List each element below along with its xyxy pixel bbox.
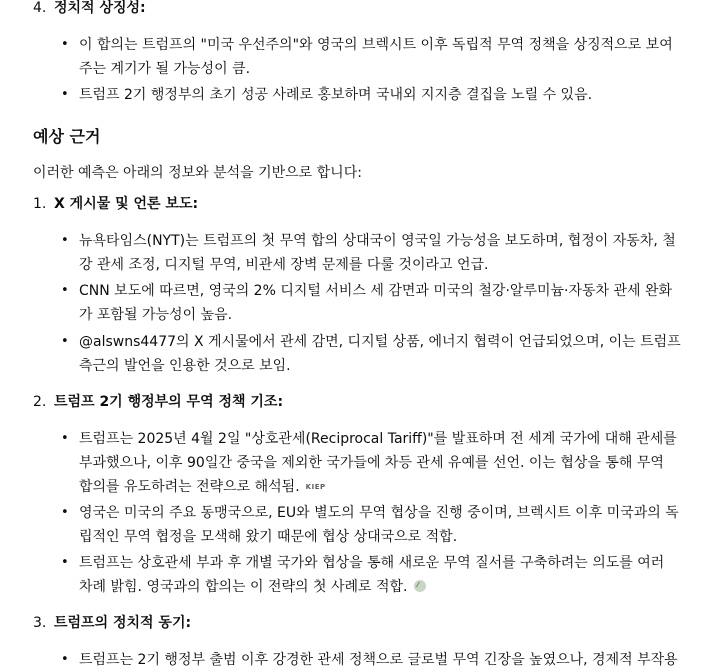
bullet-dot: •	[61, 37, 69, 52]
list-item-title: 트럼프 2기 행정부의 무역 정책 기조:	[54, 394, 284, 410]
list-number: 4.	[33, 0, 47, 16]
list-number: 1.	[33, 196, 47, 212]
bullet-dot: •	[61, 505, 69, 520]
source-citation-badge[interactable]: KIEP	[305, 483, 326, 491]
bullet-dot: •	[61, 555, 69, 570]
list-item: 트럼프는 상호관세 부과 후 개별 국가와 협상을 통해 새로운 무역 질서를 구축하려는 의도를 여러 차례 밝힘. 영국과의 합의는 이 전략의 첫 사례로 적합.	[79, 555, 665, 595]
list-number: 3.	[33, 615, 47, 631]
bullet-dot: •	[61, 87, 69, 102]
source-leaf-icon[interactable]	[414, 580, 426, 592]
section-heading: 예상 근거	[33, 127, 101, 146]
list-item: CNN 보도에 따르면, 영국의 2% 디지털 서비스 세 감면과 미국의 철강·알루미늄·자동차 관세 완화 가 포함될 가능성이 높음.	[79, 283, 673, 323]
bullet-dot: •	[61, 431, 69, 446]
bullet-dot: •	[61, 233, 69, 248]
section-intro: 이러한 예측은 아래의 정보와 분석을 기반으로 합니다:	[33, 165, 362, 181]
list-item: 영국은 미국의 주요 동맹국으로, EU와 별도의 무역 협상을 진행 중이며, 브렉시트 이후 미국과의 독 립적인 무역 협정을 모색해 왔기 때문에 협상 상대국으로 적합.	[79, 505, 679, 545]
list-item-title: 트럼프의 정치적 동기:	[54, 615, 192, 631]
list-item-title: X 게시물 및 언론 보도:	[54, 196, 199, 212]
bullet-dot: •	[61, 283, 69, 298]
bullet-dot: •	[61, 334, 69, 349]
list-item: 트럼프는 2기 행정부 출범 이후 강경한 관세 정책으로 글로벌 무역 긴장을 높였으나, 경제적 부작용	[79, 652, 678, 668]
list-number: 2.	[33, 394, 47, 410]
list-item: @alswns4477의 X 게시물에서 관세 감면, 디지털 상품, 에너지 협력이 언급되었으며, 이는 트럼프 측근의 발언을 인용한 것으로 보임.	[79, 334, 681, 374]
list-item: 트럼프는 2025년 4월 2일 "상호관세(Reciprocal Tariff)"를 발표하며 전 세계 국가에 대해 관세를 부과했으나, 이후 90일간 중국을 제외한 국가들에 차등 관세 유예를 선언. 이는 협상을 통해 무역 합의를 유도하려는 전략으로 해석됨. KIEP	[79, 431, 677, 495]
list-item: 뉴욕타임스(NYT)는 트럼프의 첫 무역 합의 상대국이 영국일 가능성을 보도하며, 협정이 자동차, 철 강 관세 조정, 디지털 무역, 비관세 장벽 문제를 다룰 것이라고 언급.	[79, 233, 676, 273]
list-item: 트럼프 2기 행정부의 초기 성공 사례로 홍보하며 국내외 지지층 결집을 노릴 수 있음.	[79, 87, 593, 103]
list-item: 이 합의는 트럼프의 "미국 우선주의"와 영국의 브렉시트 이후 독립적 무역 정책을 상징적으로 보여 주는 계기가 될 가능성이 큼.	[79, 37, 673, 77]
list-item-title: 정치적 상징성:	[54, 0, 146, 16]
bullet-dot: •	[61, 652, 69, 667]
